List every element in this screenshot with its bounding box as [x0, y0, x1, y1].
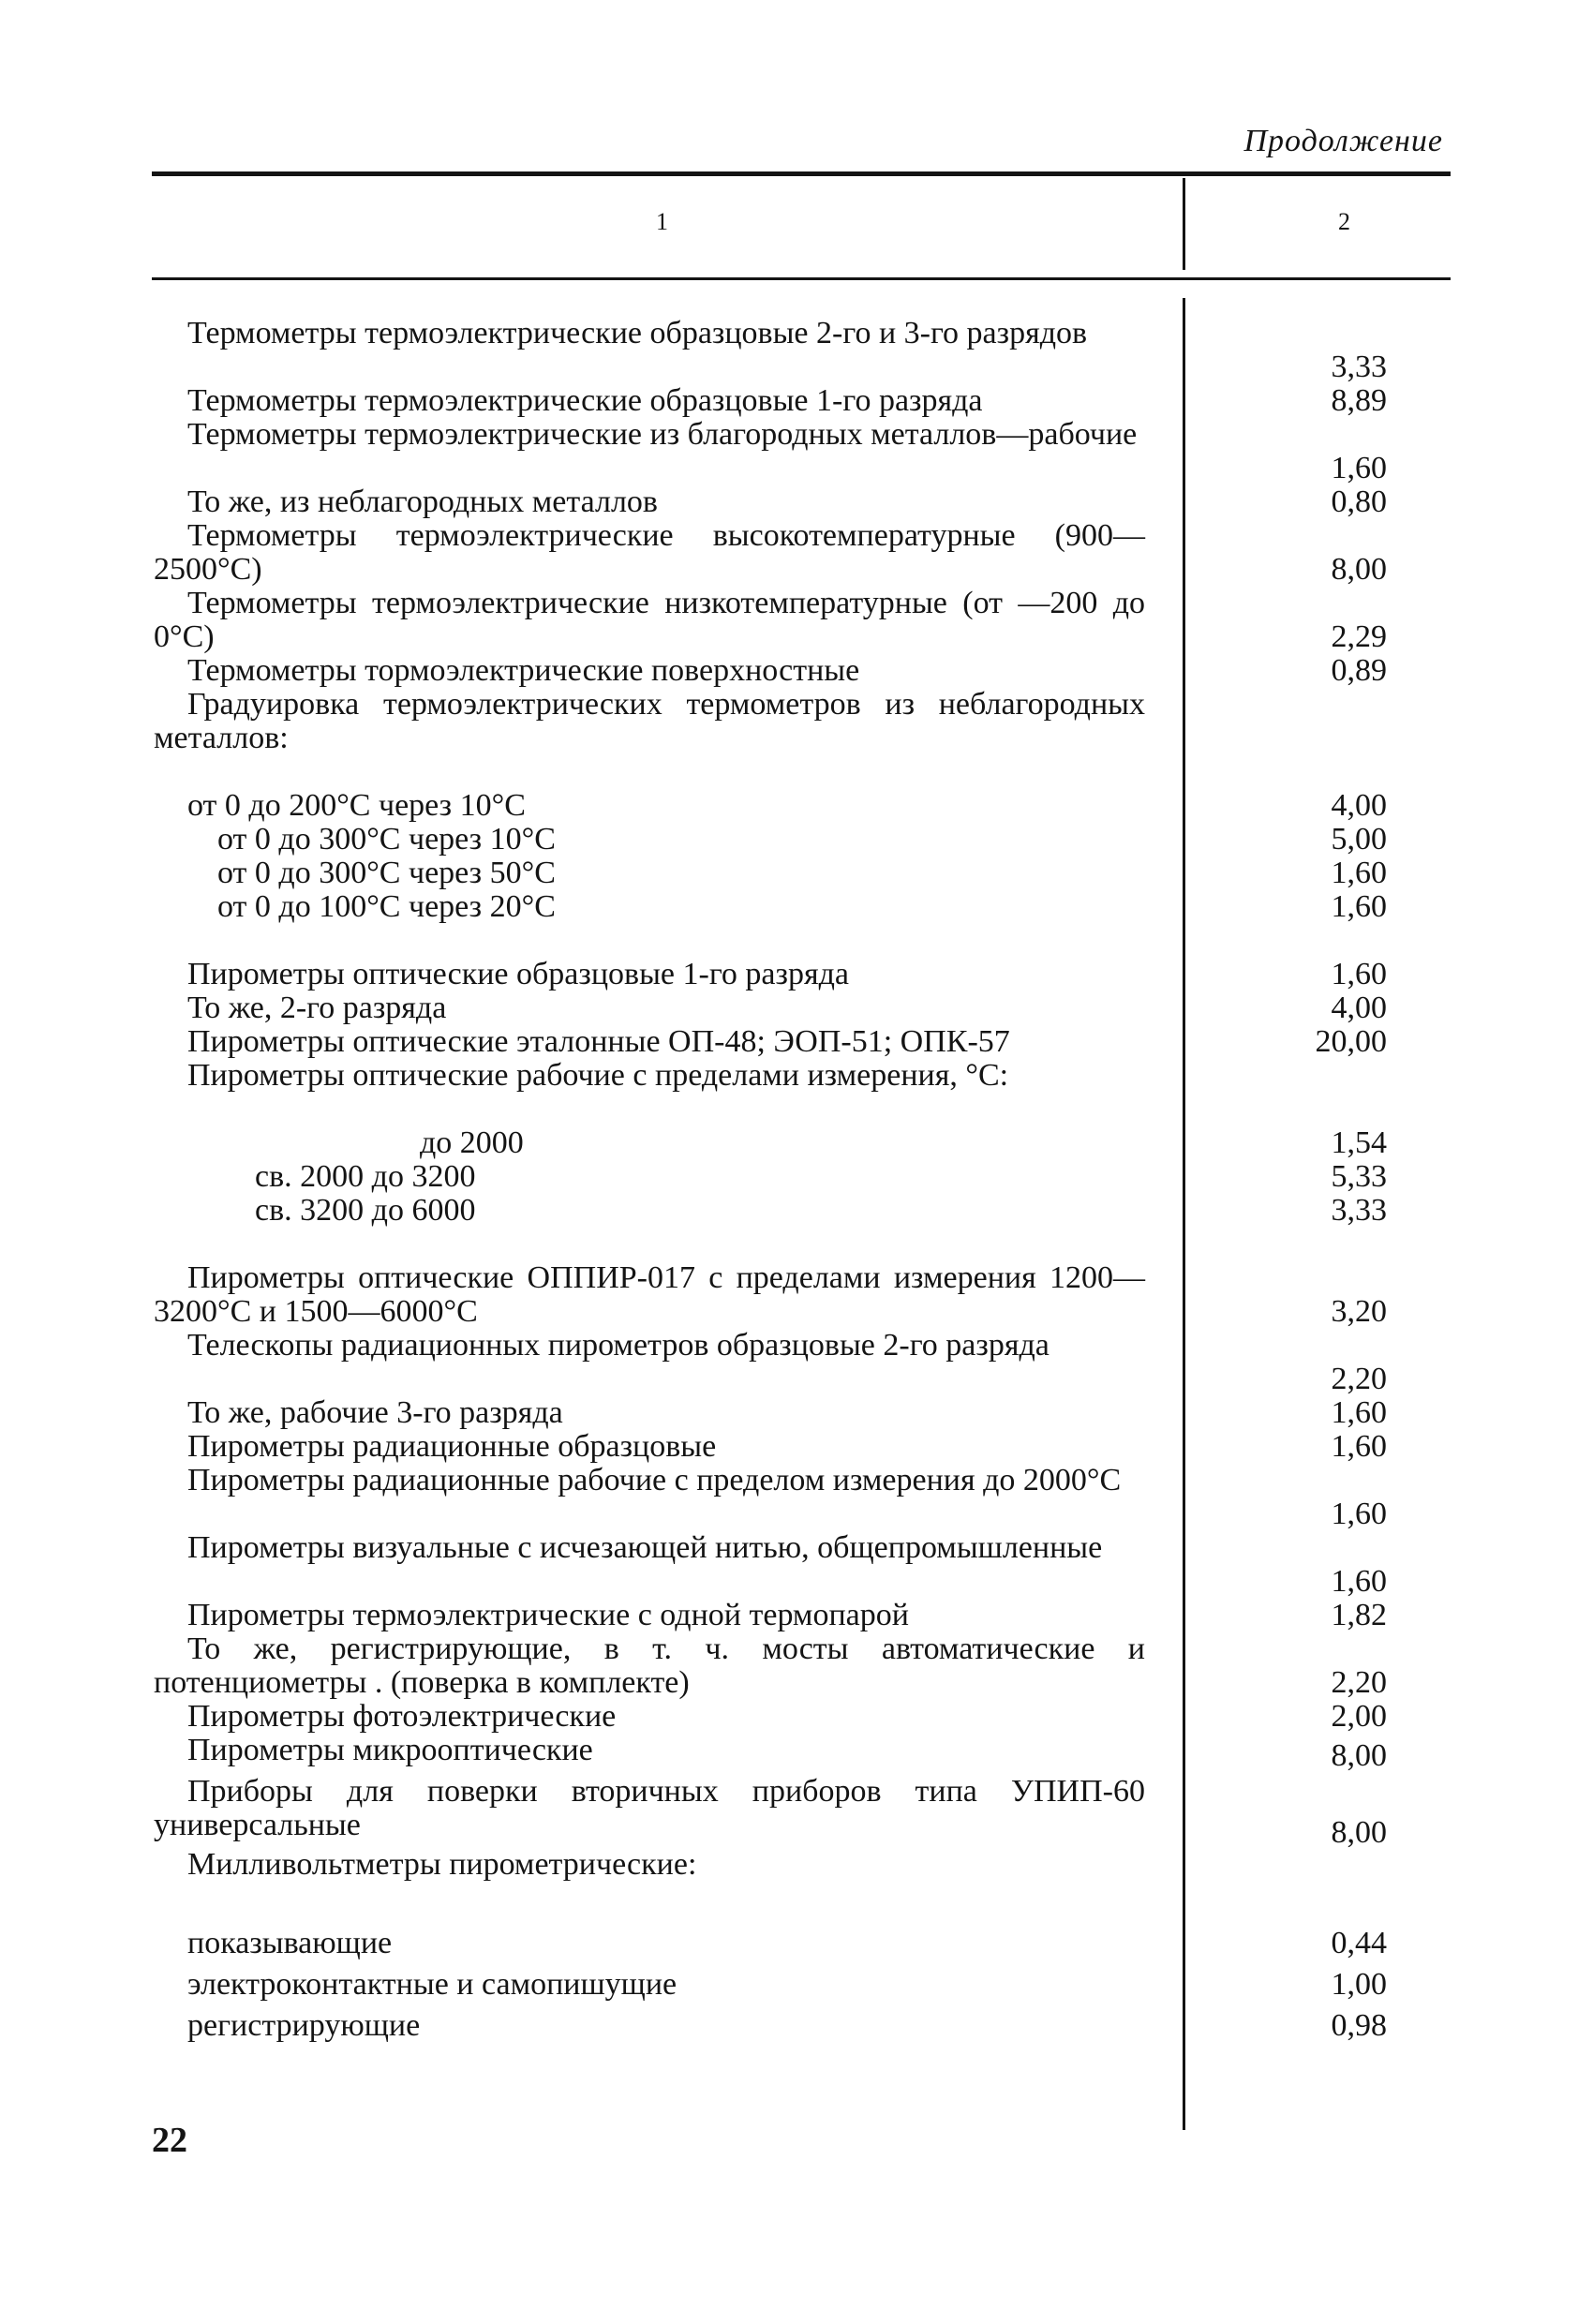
row-label: Термометры термоэлектрические образцовые 1-го разряда — [187, 383, 983, 418]
row-label: Пирометры визуальные с исчезающей нитью, общепромышленные — [187, 1530, 1103, 1565]
row-value: 3,33 — [1331, 1193, 1387, 1228]
row-value: 2,20 — [1331, 1362, 1387, 1396]
row-label: Термометры термоэлектрические из благородных металлов—рабочие — [187, 417, 1138, 452]
row-label: Телескопы радиационных пирометров образцовые 2-го разряда — [187, 1328, 1050, 1363]
row-label: Пирометры микрооптические — [187, 1733, 593, 1767]
row-value: 8,00 — [1331, 1815, 1387, 1850]
row-value: 0,80 — [1331, 484, 1387, 519]
table-header-rule — [152, 277, 1451, 280]
row-label: Термометры тормоэлектрические поверхностные — [187, 653, 860, 688]
row-value: 0,89 — [1331, 653, 1387, 688]
row-label: электроконтактные и самопишущие — [187, 1967, 677, 2002]
row-label: Пирометры радиационные образцовые — [187, 1429, 717, 1464]
row-value: 1,00 — [1331, 1967, 1387, 2002]
row-label: Приборы для поверки вторичных приборов типа УПИП-60 универсальные — [154, 1774, 1145, 1842]
page-number: 22 — [152, 2121, 187, 2160]
row-label: св. 3200 до 6000 — [255, 1193, 476, 1228]
column-header-1: 1 — [656, 208, 668, 235]
column-divider-header — [1183, 178, 1185, 270]
row-value: 5,00 — [1331, 822, 1387, 857]
row-value: 1,82 — [1331, 1598, 1387, 1632]
row-label: Пирометры оптические ОППИР-017 с пределами измерения 1200—3200°С и 1500—6000°С — [154, 1260, 1145, 1329]
row-value: 8,00 — [1331, 1738, 1387, 1773]
row-label: Пирометры оптические эталонные ОП-48; ЭОП-51; ОПК-57 — [187, 1024, 1010, 1059]
row-value: 2,00 — [1331, 1699, 1387, 1734]
row-label: Термометры термоэлектрические низкотемпературные (от —200 до 0°С) — [154, 586, 1145, 654]
continued-label: Продолжение — [1243, 124, 1443, 158]
row-value: 1,60 — [1331, 856, 1387, 890]
row-label: То же, регистрирующие, в т. ч. мосты автоматические и потенциометры . (поверка в комплекте) — [154, 1631, 1145, 1700]
row-label: св. 2000 до 3200 — [255, 1159, 476, 1194]
row-label: Милливольтметры пирометрические: — [187, 1847, 697, 1882]
row-value: 2,20 — [1331, 1665, 1387, 1700]
row-value: 4,00 — [1331, 991, 1387, 1025]
row-label: Пирометры оптические рабочие с пределами измерения, °С: — [187, 1058, 1009, 1093]
row-label: Термометры термоэлектрические образцовые 2-го и 3-го разрядов — [187, 316, 1088, 350]
row-label: от 0 до 300°С через 10°С — [217, 822, 556, 857]
row-value: 1,60 — [1331, 889, 1387, 924]
row-label: Градуировка термоэлектрических термометров из неблагородных металлов: — [154, 687, 1145, 755]
row-label: показывающие — [187, 1926, 393, 1960]
row-value: 1,54 — [1331, 1125, 1387, 1160]
row-label: регистрирующие — [187, 2008, 421, 2043]
row-value: 1,60 — [1331, 957, 1387, 991]
row-value: 20,00 — [1315, 1024, 1387, 1059]
row-label: То же, рабочие 3-го разряда — [187, 1395, 563, 1430]
row-label: от 0 до 300°С через 50°С — [217, 856, 556, 890]
table-top-rule — [152, 171, 1451, 176]
row-label: Пирометры фотоэлектрические — [187, 1699, 617, 1734]
row-label: от 0 до 200°С через 10°С — [187, 788, 526, 823]
row-value: 1,60 — [1331, 1564, 1387, 1599]
row-value: 3,33 — [1331, 350, 1387, 384]
row-value: 3,20 — [1331, 1294, 1387, 1329]
row-value: 1,60 — [1331, 1429, 1387, 1464]
row-value: 8,89 — [1331, 383, 1387, 418]
column-header-2: 2 — [1338, 208, 1350, 235]
row-value: 4,00 — [1331, 788, 1387, 823]
row-label: от 0 до 100°С через 20°С — [217, 889, 556, 924]
row-value: 1,60 — [1331, 1395, 1387, 1430]
row-value: 8,00 — [1331, 552, 1387, 587]
row-value: 5,33 — [1331, 1159, 1387, 1194]
row-label: до 2000 — [420, 1125, 524, 1160]
row-value: 0,44 — [1331, 1926, 1387, 1960]
row-label: Пирометры радиационные рабочие с пределом измерения до 2000°С — [187, 1463, 1122, 1497]
row-label: Пирометры оптические образцовые 1-го разряда — [187, 957, 849, 991]
row-value: 0,98 — [1331, 2008, 1387, 2043]
row-value: 1,60 — [1331, 451, 1387, 485]
row-label: То же, 2-го разряда — [187, 991, 447, 1025]
row-label: Термометры термоэлектрические высокотемпературные (900—2500°С) — [154, 518, 1145, 587]
row-label: То же, из неблагородных металлов — [187, 484, 658, 519]
row-label: Пирометры термоэлектрические с одной термопарой — [187, 1598, 909, 1632]
row-value: 2,29 — [1331, 619, 1387, 654]
row-value: 1,60 — [1331, 1497, 1387, 1531]
